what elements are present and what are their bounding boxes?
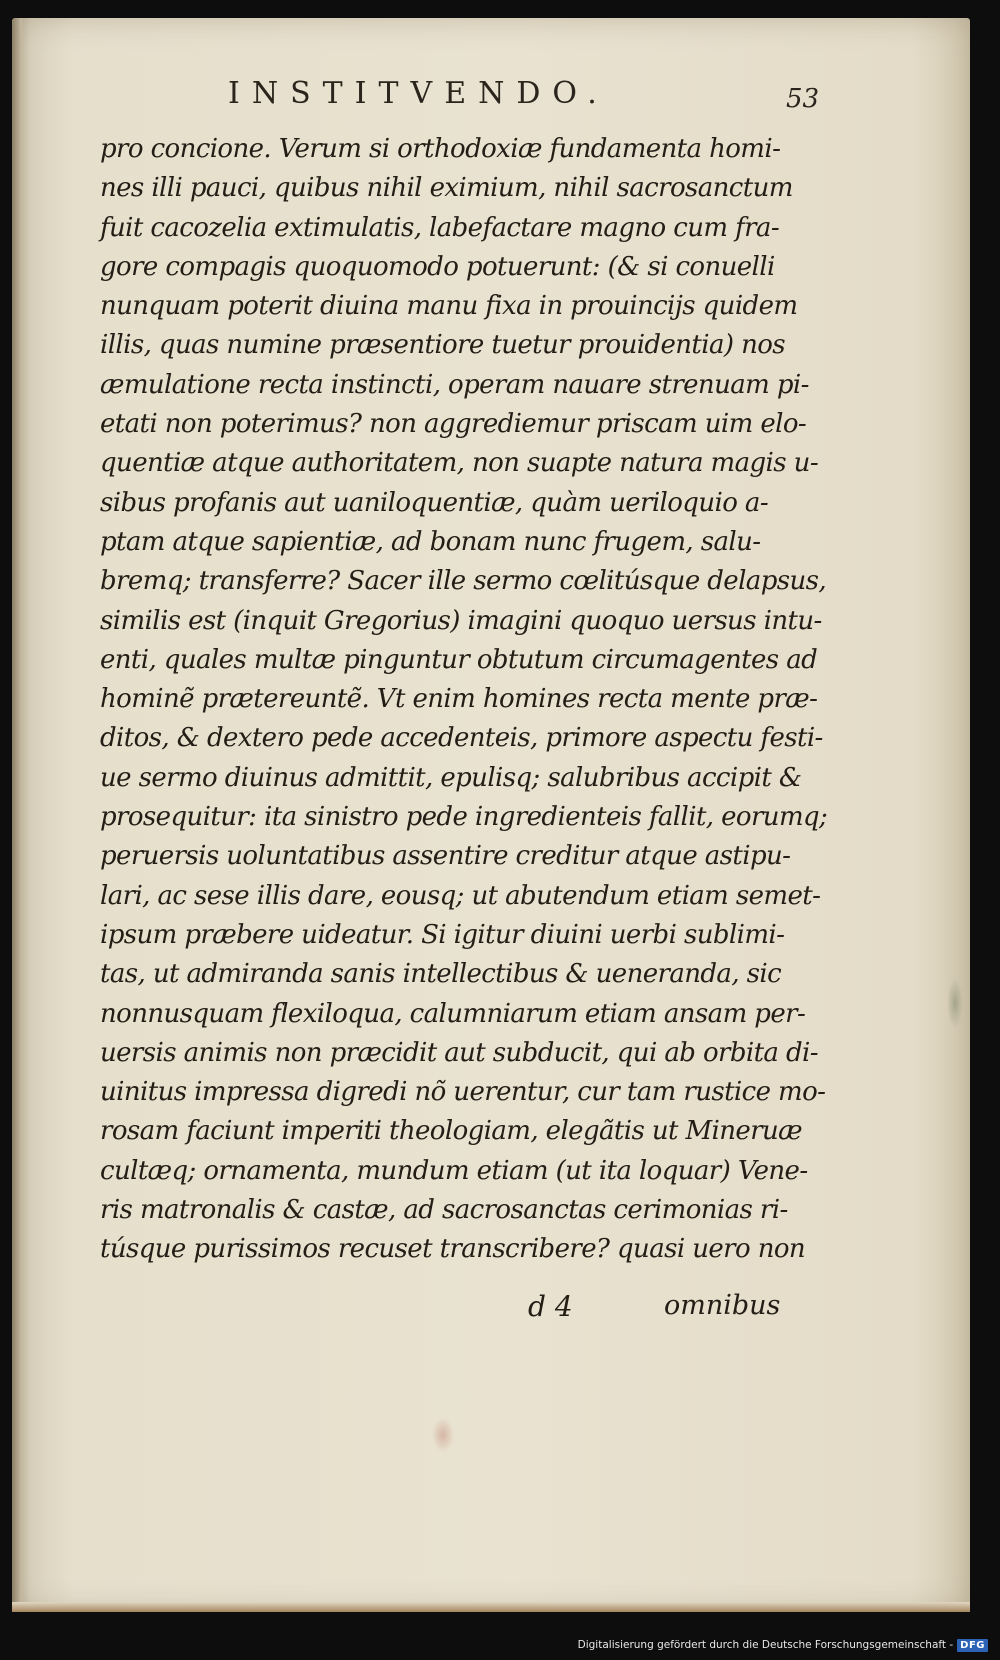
text-line: peruersis uoluntatibus assentire creditur atque astipu- [100, 841, 791, 872]
text-line: uinitus impressa digredi nõ uerentur, cur tam rustice mo- [100, 1077, 826, 1108]
text-line: uersis animis non præcidit aut subducit, qui ab orbita di- [100, 1037, 818, 1068]
paper-stain [432, 1418, 454, 1452]
text-line: sibus profanis aut uaniloquentiæ, quàm ueriloquio a- [100, 487, 769, 518]
text-line: ris matronalis & castæ, ad sacrosanctas cerimonias ri- [100, 1195, 788, 1226]
page-bottom-edge [12, 1602, 970, 1612]
text-line: nunquam poterit diuina manu fixa in prouincijs quidem [100, 291, 798, 322]
body-text [100, 130, 828, 1270]
text-line: lari, ac sese illis dare, eousq; ut abutendum etiam semet- [100, 880, 821, 911]
text-line: etati non poterimus? non aggrediemur priscam uim elo- [100, 409, 807, 440]
text-line: túsque purissimos recuset transcribere? quasi uero non [100, 1234, 806, 1265]
binding-edge [12, 18, 22, 1612]
credit-text: Digitalisierung gefördert durch die Deutsche Forschungsgemeinschaft - [577, 1639, 954, 1651]
text-line: nes illi pauci, quibus nihil eximium, nihil sacrosanctum [100, 173, 793, 204]
dfg-logo: DFG [957, 1639, 988, 1652]
text-line: illis, quas numine præsentiore tuetur prouidentia) nos [100, 330, 786, 361]
signature-mark: d 4 [528, 1290, 573, 1323]
text-line: bremq; transferre? Sacer ille sermo cœlitúsque delapsus, [100, 566, 827, 597]
page-edge-mark [947, 978, 963, 1028]
text-line: rosam faciunt imperiti theologiam, elegãtis ut Mineruæ [100, 1116, 803, 1147]
text-line: cultæq; ornamenta, mundum etiam (ut ita loquar) Vene- [100, 1155, 808, 1186]
text-line: nonnusquam flexiloqua, calumniarum etiam ansam per- [100, 998, 806, 1029]
text-line: similis est (inquit Gregorius) imagini quoquo uersus intu- [100, 605, 822, 636]
text-line: ditos, & dextero pede accedenteis, primore aspectu festi- [100, 723, 823, 754]
text-line: prosequitur: ita sinistro pede ingredienteis fallit, eorumq; [100, 802, 828, 833]
text-line: hominẽ prætereuntẽ. Vt enim homines recta mente præ- [100, 684, 818, 715]
catchword: omnibus [664, 1290, 781, 1321]
text-line: gore compagis quoquomodo potuerunt: (& si conuelli [100, 251, 775, 282]
text-line: fuit cacozelia extimulatis, labefactare magno cum fra- [100, 212, 780, 243]
text-line: ptam atque sapientiæ, ad bonam nunc frugem, salu- [100, 526, 761, 557]
text-line: tas, ut admiranda sanis intellectibus & ueneranda, sic [100, 959, 782, 990]
folio-number: 53 [786, 84, 820, 114]
text-line: æmulatione recta instincti, operam nauare strenuam pi- [100, 369, 809, 400]
text-line: ipsum præbere uideatur. Si igitur diuini uerbi sublimi- [100, 919, 785, 950]
running-head: INSTITVENDO. [228, 76, 609, 111]
text-line: enti, quales multæ pinguntur obtutum circumagentes ad [100, 644, 818, 675]
text-line: ue sermo diuinus admittit, epulisq; salubribus accipit & [100, 762, 802, 793]
text-line: quentiæ atque authoritatem, non suapte natura magis u- [100, 448, 819, 479]
digitization-credit [578, 1634, 988, 1656]
text-line: pro concione. Verum si orthodoxiæ fundamenta homi- [100, 134, 781, 164]
